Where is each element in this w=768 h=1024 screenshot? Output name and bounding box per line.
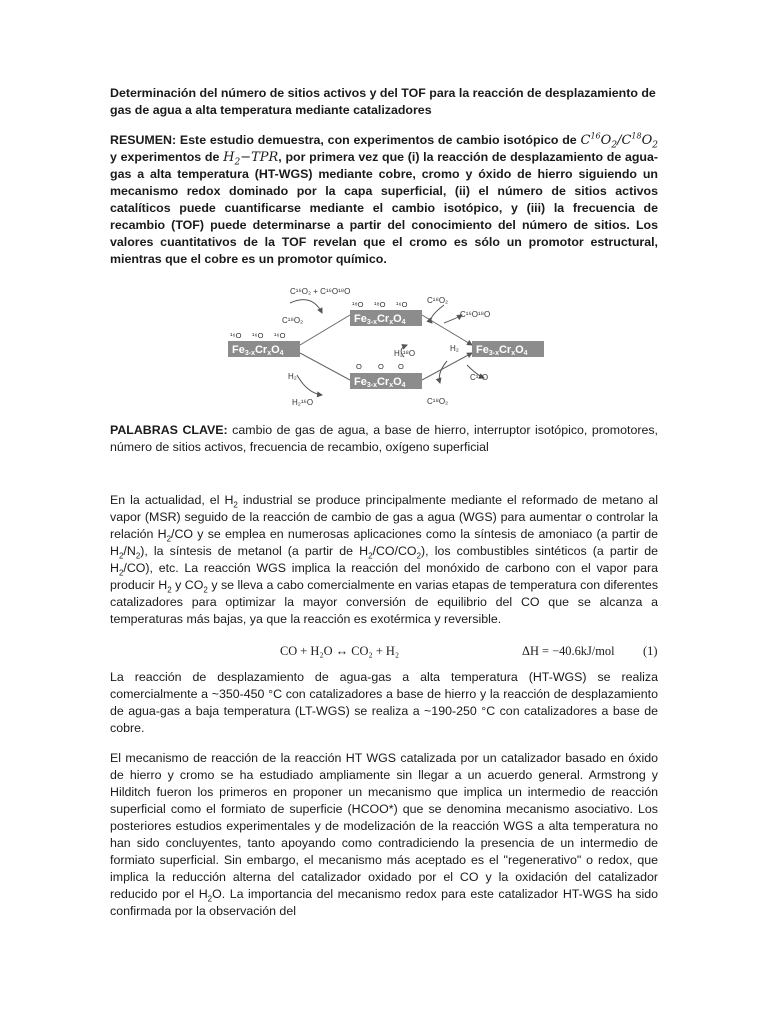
path-line: [422, 315, 472, 345]
o16-label: ¹⁶O: [274, 331, 286, 340]
catalyst-label-top: Fe3-xCrxO4: [354, 313, 406, 326]
species-h2-16o: H₂¹⁶O: [292, 398, 314, 407]
abstract: [110, 132, 658, 268]
catalyst-label-bottom: Fe3-xCrxO4: [354, 376, 406, 389]
o-vacancy: O: [378, 362, 384, 371]
mechanism-figure: [222, 283, 552, 410]
equation-enthalpy: ΔH = −40.6kJ/mol: [522, 644, 615, 658]
path-line: [300, 315, 350, 345]
paragraph-intro: En la actualidad, el $H_2$ industrial se produce principalmente mediante el reformado de metano al vapor (MSR) seguido de la reacción de cambio de gas a agua (WGS) para aumentar o controlar la relación $H_2/CO$ y se emplea en numerosas aplicaciones como la síntesis de amoniaco (a partir de $H_2/N_2$), la síntesis de metanol (a partir de $H_2/CO/CO_2$), los combustibles sintéticos (a partir de $H_2/CO$), etc. La reacción WGS implica la reacción del monóxido de carbono con el vapor para producir $H_2$ y $CO_2$ y se lleva a cabo comercialmente en varias etapas de temperatura con diferentes catalizadores para optimizar la mayor conversión de equilibrio del CO que se alcanza a temperaturas más bajas, ya que la reacción es exotérmica y reversible.: [110, 493, 659, 626]
abstract-text-2: y experimentos de: [110, 150, 220, 164]
o16-label: ¹⁶O: [230, 331, 242, 340]
equation-lhs: CO + H₂O ↔ CO₂ + H₂: [280, 644, 400, 658]
o18-label: ¹⁸O: [374, 300, 386, 309]
o16-label: ¹⁶O: [252, 331, 264, 340]
abstract-label: RESUMEN:: [110, 133, 177, 147]
paragraph-mechanism: El mecanismo de reacción de la reacción HT WGS catalizada por un catalizador basado en óxido de hierro y cromo se ha estudiado ampliamente sin llegar a un acuerdo general. Armstrong y Hilditch fueron los primeros en proponer un mecanismo que implica un intermedio de reacción superficial como el formiato de superficie (HCOO*) que se denomina mecanismo asociativo. Los posteriores estudios experimentales y de modelización de la reacción WGS a alta temperatura no han sido concluyentes, tanto apoyando como contradiciendo la presencia de un intermedio de formiato superficial. Sin embargo, el mecanismo más aceptado es el "regenerativo" o redox, que implica la reducción alterna del catalizador oxidado por el CO y la oxidación del catalizador reducido por el $H_2O$. La importancia del mecanismo redox para este catalizador HT-WGS ha sido confirmada por la observación del: [110, 751, 658, 918]
curved-arrow: [297, 375, 322, 395]
path-line: [300, 353, 350, 380]
o18-label: ¹⁸O: [352, 300, 364, 309]
species-c18o2: C¹⁸O₂: [427, 296, 449, 305]
species-c16o2-c16o18o: C¹⁶O₂ + C¹⁶O¹⁸O: [290, 287, 351, 296]
species-h2: H₂: [450, 344, 459, 353]
curved-arrow: [439, 361, 447, 383]
path-line: [422, 353, 472, 380]
curved-arrow: [431, 305, 444, 323]
paper-title: Determinación del número de sitios activos y del TOF para la reacción de desplazamiento de gas de agua a alta temperatura mediante catalizadores: [110, 86, 656, 117]
species-c18o: C¹⁸O: [470, 373, 489, 382]
species-h2: H₂: [288, 372, 297, 381]
equation-number: (1): [643, 644, 658, 658]
o-vacancy: O: [356, 362, 362, 371]
species-h2-18o: H₂¹⁸O: [394, 349, 416, 358]
paragraph-temperatures: La reacción de desplazamiento de agua-gas a alta temperatura (HT-WGS) se realiza comercialmente a ~350-450 °C con catalizadores a base de hierro y la reacción de desplazamiento de agua-gas a baja temperatura (LT-WGS) se realiza a ~190-250 °C con catalizadores a base de cobre.: [110, 670, 658, 735]
abstract-text-3: , por primera vez que (i) la reacción de desplazamiento de agua-gas a alta temperatura (HT-WGS) mediante cobre, cromo y óxido de hierro siguiendo un mecanismo redox dominado por la capa superficial, (ii) el número de sitios activos catalíticos puede cuantificarse mediante el cambio isotópico, y (iii) la frecuencia de recambio (TOF) puede determinarse a partir del conocimiento del número de sitios. Los valores cuantitativos de la TOF revelan que el cromo es sólo un promotor estructural, mientras que el cobre es un promotor químico.: [110, 150, 658, 266]
catalyst-label-right: Fe3-xCrxO4: [476, 344, 528, 357]
species-c18o2: C¹⁸O₂: [282, 316, 304, 325]
species-c16o18o: C¹⁶O¹⁸O: [460, 310, 491, 319]
o16-label: ¹⁶O: [396, 300, 408, 309]
keywords: [110, 422, 658, 456]
keywords-label: PALABRAS CLAVE:: [110, 423, 228, 437]
equation-1: [110, 643, 658, 661]
catalyst-label-left: Fe3-xCrxO4: [232, 344, 284, 357]
o-vacancy: O: [398, 362, 404, 371]
abstract-text-1: Este estudio demuestra, con experimentos de cambio isotópico de: [179, 133, 577, 147]
species-c18o2: C¹⁸O₂: [427, 397, 449, 406]
isotope-formula: $C^{16}O_2/C^{18}O_2$: [580, 131, 658, 151]
curved-arrow: [290, 300, 322, 313]
tpr-formula: $H_2-TPR$: [223, 150, 279, 168]
keywords-text: cambio de gas de agua, a base de hierro, interruptor isotópico, promotores, número de sitios activos, frecuencia de recambio, oxígeno superficial: [110, 423, 658, 454]
